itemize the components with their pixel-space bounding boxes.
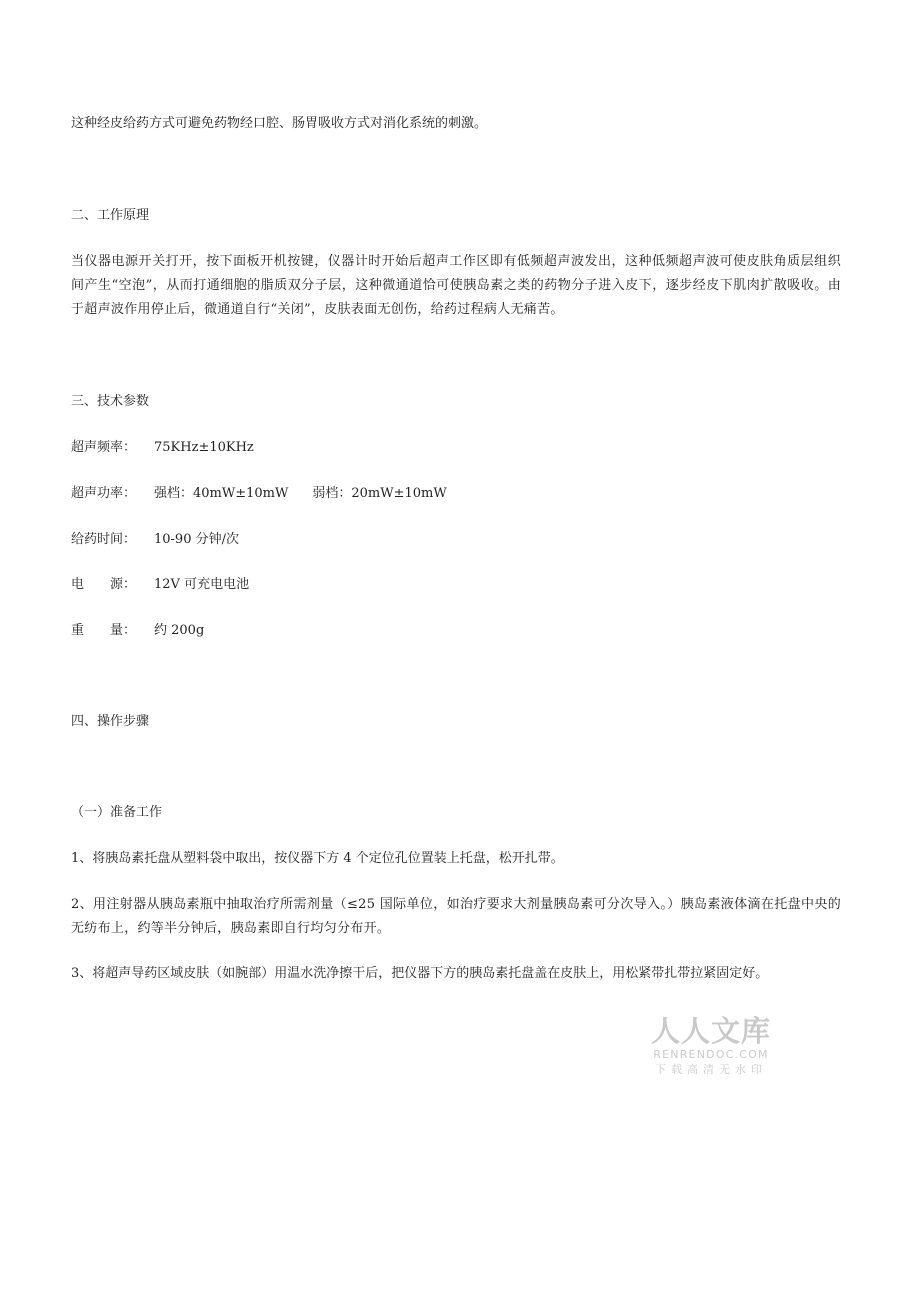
param-value-weak: 弱档：20mW±10mW <box>312 486 447 501</box>
param-row-frequency <box>71 436 254 460</box>
watermark-subtitle: 下载高清无水印 <box>655 1063 767 1076</box>
param-row-power-source <box>71 573 249 597</box>
section-heading-working-principle: 二、工作原理 <box>71 208 150 223</box>
param-label: 超声功率： <box>71 486 137 501</box>
intro-paragraph: 这种经皮给药方式可避免药物经口腔、肠胃吸收方式对消化系统的刺激。 <box>71 116 488 131</box>
watermark-title: 人人文库 <box>650 1014 771 1048</box>
param-value-strong: 强档：40mW±10mW <box>154 486 289 501</box>
param-value: 10-90 分钟/次 <box>154 532 239 547</box>
step-item-1: 1、将胰岛素托盘从塑料袋中取出，按仪器下方 4 个定位孔位置装上托盘，松开扎带。 <box>71 851 564 866</box>
step-item-2: 2、用注射器从胰岛素瓶中抽取治疗所需剂量（≤25 国际单位，如治疗要求大剂量胰岛素可分次导入。）胰岛素液体滴在托盘中央的无纺布上，约等半分钟后，胰岛素即自行均匀分布开。 <box>71 897 841 936</box>
param-label: 电 源： <box>71 577 137 592</box>
watermark-url: RENRENDOC.COM <box>653 1048 769 1061</box>
watermark-logo <box>646 1014 776 1078</box>
subsection-heading-preparation: （一）准备工作 <box>71 805 163 820</box>
param-row-power <box>71 482 447 506</box>
param-value: 约 200g <box>154 623 205 638</box>
working-principle-paragraph: 当仪器电源开关打开，按下面板开机按键，仪器计时开始后超声工作区即有低频超声波发出，这种低频超声波可使皮肤角质层组织间产生“空泡”，从而打通细胞的脂质双分子层，这种微通道恰可使胰岛素之类的药物分子进入皮下，逐步经皮下肌肉扩散吸收。由于超声波作用停止后，微通道自行“关闭”，皮肤表面无创伤，给药过程病人无痛苦。 <box>71 254 841 317</box>
step-item-3: 3、将超声导药区域皮肤（如腕部）用温水洗净擦干后，把仪器下方的胰岛素托盘盖在皮肤上，用松紧带扎带拉紧固定好。 <box>71 966 769 981</box>
param-row-weight <box>71 619 204 643</box>
param-value: 75KHz±10KHz <box>154 440 254 455</box>
section-heading-operation-steps: 四、操作步骤 <box>71 714 150 729</box>
param-label: 重 量： <box>71 623 137 638</box>
param-row-duration <box>71 528 239 552</box>
param-value: 12V 可充电电池 <box>154 577 250 592</box>
section-heading-technical-parameters: 三、技术参数 <box>71 394 150 409</box>
param-label: 给药时间： <box>71 532 137 547</box>
param-label: 超声频率： <box>71 440 137 455</box>
